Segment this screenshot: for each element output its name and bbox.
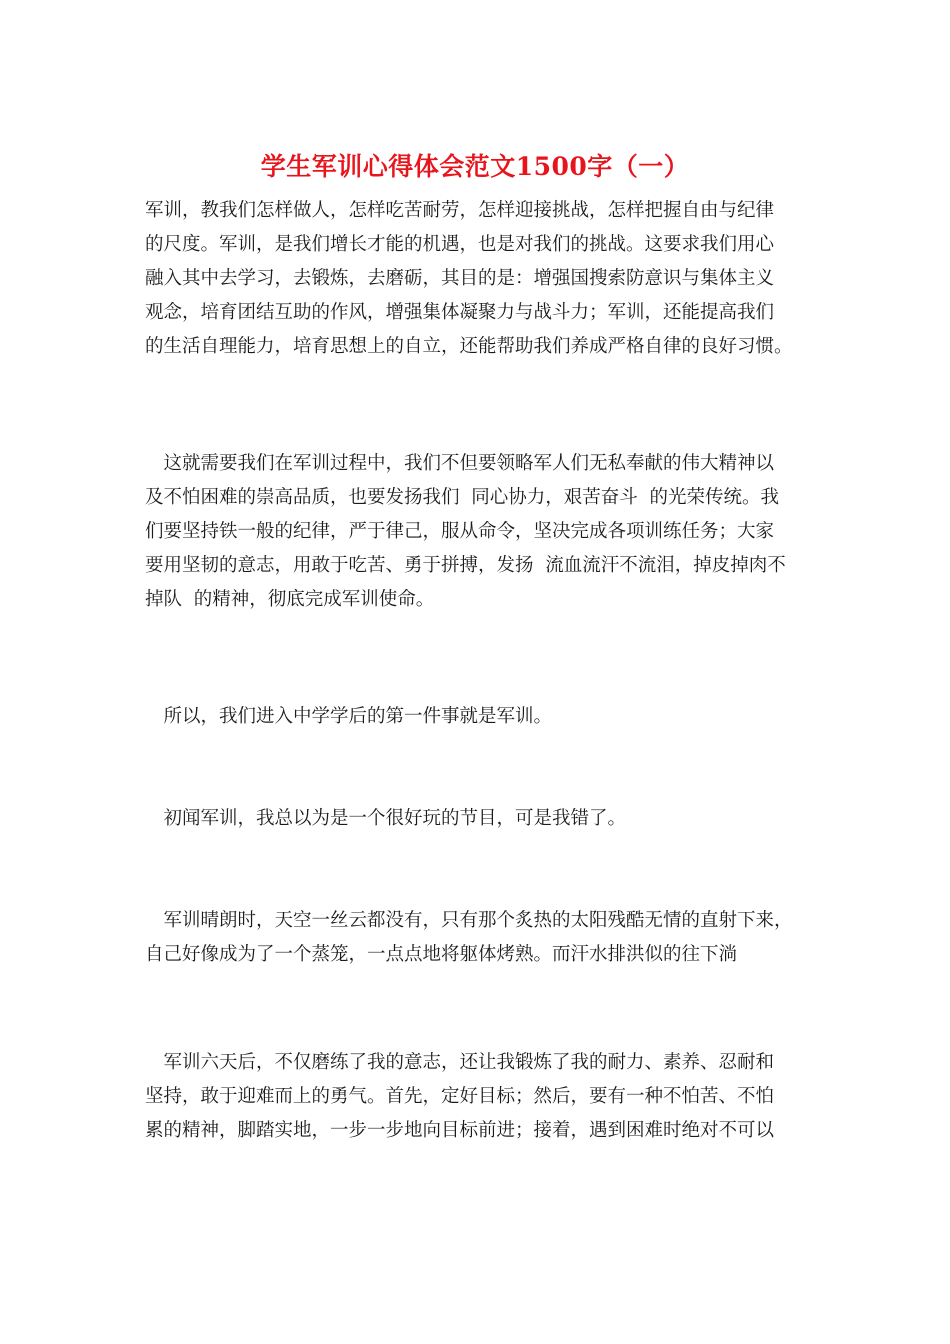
paragraph-4-line-1: 初闻军训，我总以为是一个很好玩的节目，可是我错了。 — [145, 808, 627, 829]
paragraph-2-line-2: 及不怕困难的崇高品质，也要发扬我们 同心协力，艰苦奋斗 的光荣传统。我 — [145, 487, 780, 508]
paragraph-1-line-3: 融入其中去学习，去锻炼，去磨砺，其目的是：增强国搜索防意识与集体主义 — [145, 268, 775, 289]
paragraph-2-line-1: 这就需要我们在军训过程中，我们不但要领略军人们无私奉献的伟大精神以 — [145, 453, 775, 474]
paragraph-1-line-1: 军训，教我们怎样做人，怎样吃苦耐劳，怎样迎接挑战，怎样把握自由与纪律 — [145, 200, 775, 221]
paragraph-2-line-5: 掉队 的精神，彻底完成军训使命。 — [145, 589, 435, 610]
paragraph-2-line-3: 们要坚持铁一般的纪律，严于律己，服从命令，坚决完成各项训练任务；大家 — [145, 521, 775, 542]
paragraph-5-line-2: 自己好像成为了一个蒸笼，一点点地将躯体烤熟。而汗水排洪似的往下淌 — [145, 944, 738, 965]
document-title: 学生军训心得体会范文1500字（一） — [260, 152, 690, 181]
paragraph-1-line-5: 的生活自理能力，培育思想上的自立，还能帮助我们养成严格自律的良好习惯。 — [145, 336, 793, 357]
paragraph-1-line-2: 的尺度。军训，是我们增长才能的机遇，也是对我们的挑战。这要求我们用心 — [145, 234, 775, 255]
paragraph-6-line-3: 累的精神，脚踏实地，一步一步地向目标前进；接着，遇到困难时绝对不可以 — [145, 1120, 775, 1141]
paragraph-3-line-1: 所以，我们进入中学学后的第一件事就是军训。 — [145, 706, 553, 727]
paragraph-2-line-4: 要用坚韧的意志，用敢于吃苦、勇于拼搏，发扬 流血流汗不流泪，掉皮掉肉不 — [145, 555, 786, 576]
paragraph-6-line-1: 军训六天后，不仅磨练了我的意志，还让我锻炼了我的耐力、素养、忍耐和 — [145, 1052, 775, 1073]
paragraph-1-line-4: 观念，培育团结互助的作风，增强集体凝聚力与战斗力；军训，还能提高我们 — [145, 302, 775, 323]
paragraph-5-line-1: 军训晴朗时，天空一丝云都没有，只有那个炙热的太阳残酷无情的直射下来， — [145, 910, 793, 931]
paragraph-6-line-2: 坚持，敢于迎难而上的勇气。首先，定好目标；然后，要有一种不怕苦、不怕 — [145, 1086, 775, 1107]
